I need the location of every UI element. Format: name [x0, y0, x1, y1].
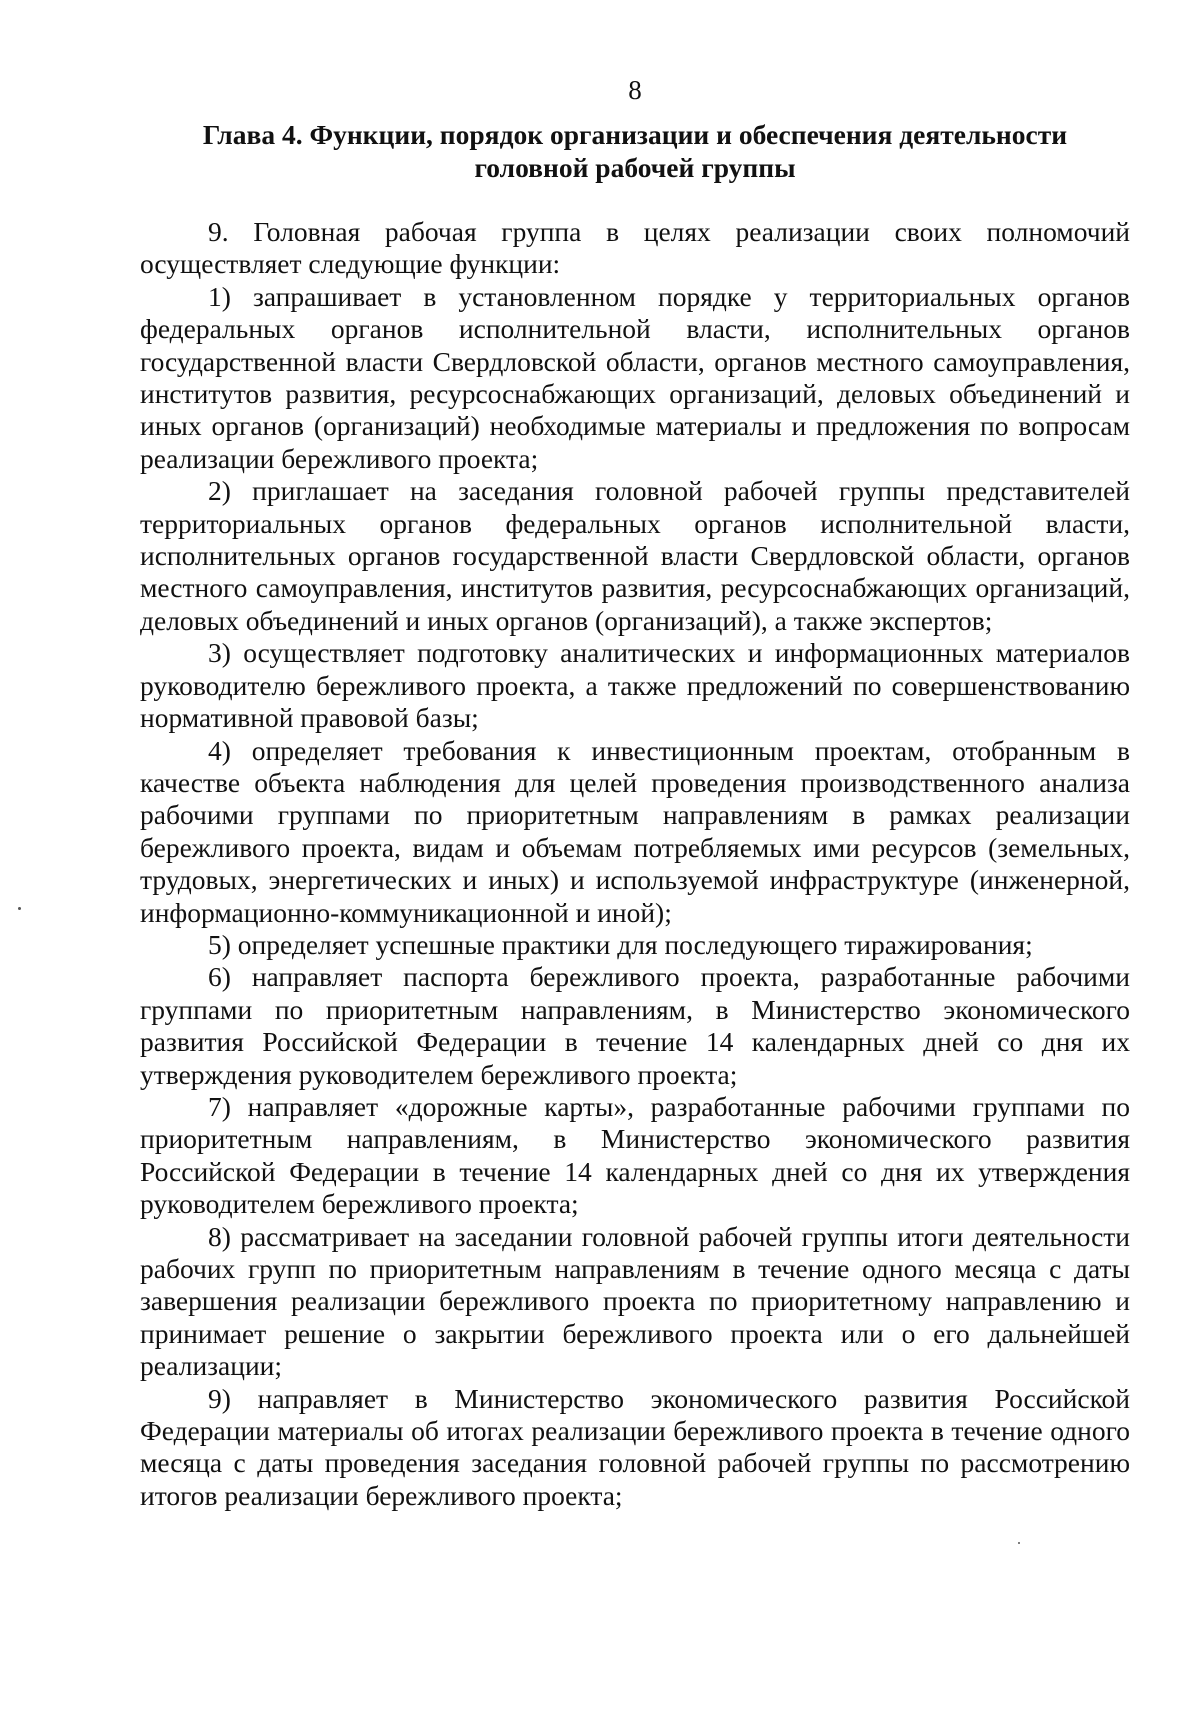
list-item-6	[140, 961, 1130, 1091]
list-item-1	[140, 281, 1130, 475]
paragraph-number: 9.	[208, 216, 229, 247]
list-item-number: 4)	[208, 734, 231, 766]
list-item-number: 3)	[208, 637, 231, 669]
body-text	[140, 216, 1130, 1512]
list-item-text: определяет успешные практики для последующего тиражирования;	[237, 928, 1033, 960]
list-item-text: приглашает на заседания головной рабочей группы представителей территориальных органов федеральных органов исполнительной власти, исполнительных органов государственной власти Свердловской области, органов местного самоуправления, институтов развития, ресурсоснабжающих организаций, деловых объединений и иных органов (организаций), а также экспертов;	[140, 475, 1130, 636]
list-item-number: 9)	[208, 1382, 231, 1414]
list-item-7	[140, 1091, 1130, 1221]
list-item-number: 5)	[208, 928, 231, 960]
scan-speck	[18, 907, 21, 910]
list-item-3	[140, 637, 1130, 734]
list-item-2	[140, 475, 1130, 637]
list-item-number: 7)	[208, 1090, 231, 1122]
list-item-5	[140, 929, 1130, 961]
page-number: 8	[628, 75, 642, 105]
list-item-text: определяет требования к инвестиционным проектам, отобранным в качестве объекта наблюдения для целей проведения производственного анализа рабочими группами по приоритетным направлениям в рамках реализации бережливого проекта, видам и объемам потребляемых ими ресурсов (земельных, трудовых, энергетических и иных) и используемой инфраструктуре (инженерной, информационно-коммуникационной и иной);	[140, 734, 1130, 928]
list-item-text: осуществляет подготовку аналитических и информационных материалов руководителю бережливого проекта, а также предложений по совершенствованию нормативной правовой базы;	[140, 637, 1130, 734]
list-item-8	[140, 1221, 1130, 1383]
paragraph-text: Головная рабочая группа в целях реализации своих полномочий осуществляет следующие функции:	[140, 216, 1130, 280]
list-item-text: направляет «дорожные карты», разработанные рабочими группами по приоритетным направлениям, в Министерство экономического развития Российской Федерации в течение 14 календарных дней со дня их утверждения руководителем бережливого проекта;	[140, 1090, 1130, 1220]
list-item-number: 6)	[208, 961, 231, 993]
list-item-text: направляет паспорта бережливого проекта, разработанные рабочими группами по приоритетным направлениям, в Министерство экономического развития Российской Федерации в течение 14 календарных дней со дня их утверждения руководителем бережливого проекта;	[140, 961, 1131, 1090]
list-item-9	[140, 1383, 1130, 1513]
list-item-text: запрашивает в установленном порядке у территориальных органов федеральных органов исполнительной власти, исполнительных органов государственной власти Свердловской области, органов местного самоуправления, институтов развития, ресурсоснабжающих организаций, деловых объединений и иных органов (организаций) необходимые материалы и предложения по вопросам реализации бережливого проекта;	[140, 280, 1131, 474]
chapter-title: Глава 4. Функции, порядок организации и обеспечения деятельности головной рабочей группы	[202, 119, 1068, 183]
list-item-number: 1)	[208, 280, 231, 312]
list-item-text: рассматривает на заседании головной рабочей группы итоги деятельности рабочих групп по приоритетным направлениям в течение одного месяца с даты завершения реализации бережливого проекта по приоритетному направлению и принимает решение о закрытии бережливого проекта или о его дальнейшей реализации;	[140, 1220, 1131, 1382]
list-item-text: направляет в Министерство экономического развития Российской Федерации материалы об итогах реализации бережливого проекта в течение одного месяца с даты проведения заседания головной рабочей группы по рассмотрению итогов реализации бережливого проекта;	[140, 1382, 1131, 1511]
list-item-number: 8)	[208, 1220, 231, 1252]
scan-speck	[1018, 1542, 1020, 1544]
paragraph-9	[140, 216, 1130, 281]
list-item-number: 2)	[208, 475, 231, 507]
list-item-4	[140, 735, 1130, 929]
